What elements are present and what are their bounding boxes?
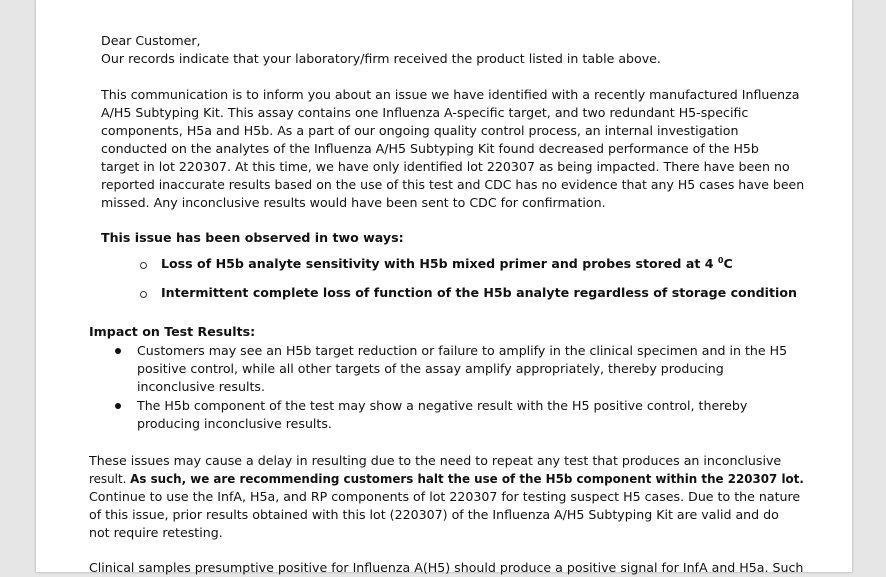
- document-page: [36, 0, 852, 575]
- bullet-icon: [115, 403, 121, 409]
- paragraph-line: reported inaccurate results based on the use of this test and CDC has no evidence that any H5 cases have been: [101, 177, 805, 192]
- impact-line: The H5b component of the test may show a negative result with the H5 positive control, thereby: [137, 398, 748, 413]
- document-body: [36, 0, 852, 575]
- impact-line: Customers may see an H5b target reduction or failure to amplify in the clinical specimen and in the H5: [137, 343, 788, 358]
- paragraph-line: [89, 470, 804, 488]
- list-item: [161, 255, 733, 275]
- partial-paragraph-line: Clinical samples presumptive positive for Influenza A(H5) should produce a positive signal for InfA and H5a. Such: [89, 560, 804, 575]
- paragraph-line: A/H5 Subtyping Kit. This assay contains one Influenza A-specific target, and two redundant H5-specific: [101, 105, 749, 120]
- paragraph-text: result.: [89, 471, 131, 486]
- paragraph-line: target in lot 220307. At this time, we have only identified lot 220307 as being impacted. There have been no: [101, 159, 790, 174]
- temperature-unit: C: [723, 256, 733, 271]
- observed-heading: This issue has been observed in two ways:: [101, 230, 404, 245]
- salutation: Dear Customer,: [101, 33, 201, 48]
- impact-heading: Impact on Test Results:: [89, 324, 256, 339]
- impact-line: inconclusive results.: [137, 379, 265, 394]
- circle-bullet-icon: [140, 262, 147, 269]
- impact-line: producing inconclusive results.: [137, 416, 332, 431]
- paragraph-line: Continue to use the InfA, H5a, and RP components of lot 220307 for testing suspect H5 cases. Due to the nature: [89, 489, 801, 504]
- degree-superscript: 0: [717, 256, 724, 265]
- paragraph-line: of this issue, prior results obtained with this lot (220307) of the Influenza A/H5 Subtyping Kit are valid and do: [89, 507, 779, 522]
- paragraph-line: These issues may cause a delay in resulting due to the need to repeat any test that produces an inconclusive: [89, 453, 782, 468]
- circle-bullet-icon: [140, 291, 147, 298]
- paragraph-line: This communication is to inform you about an issue we have identified with a recently manufactured Influenza: [101, 87, 800, 102]
- paragraph-line: components, H5a and H5b. As a part of our ongoing quality control process, an internal investigation: [101, 123, 739, 138]
- observed-item-1: Loss of H5b analyte sensitivity with H5b mixed primer and probes stored at 4: [161, 256, 718, 271]
- paragraph-line: conducted on the analytes of the Influenza A/H5 Subtyping Kit found decreased performance of the H5b: [101, 141, 759, 156]
- paragraph-line: not require retesting.: [89, 525, 223, 540]
- recommendation-bold: As such, we are recommending customers halt the use of the H5b component within the 220307 lot.: [130, 471, 804, 486]
- observed-item-2: Intermittent complete loss of function of the H5b analyte regardless of storage condition: [161, 285, 797, 300]
- impact-line: positive control, while all other targets of the assay amplify appropriately, thereby producing: [137, 361, 724, 376]
- bullet-icon: [115, 348, 121, 354]
- intro-line: Our records indicate that your laboratory/firm received the product listed in table above.: [101, 51, 661, 66]
- paragraph-line: missed. Any inconclusive results would have been sent to CDC for confirmation.: [101, 195, 606, 210]
